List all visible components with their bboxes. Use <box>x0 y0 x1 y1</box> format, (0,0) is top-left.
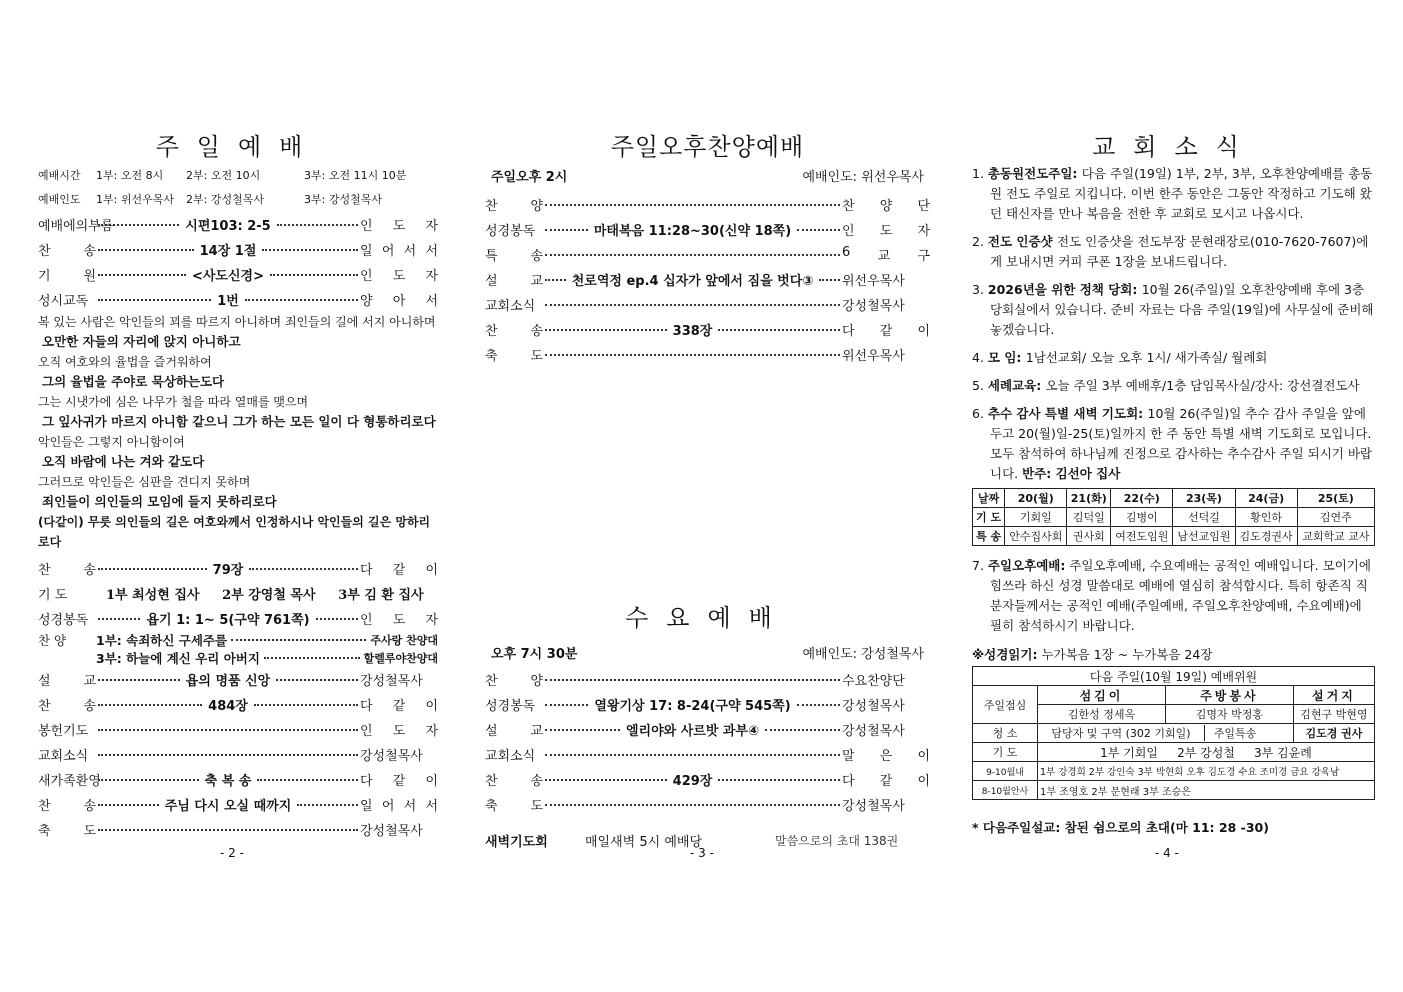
order-item <box>485 292 930 317</box>
page-number-4: - 4 - <box>1155 846 1179 860</box>
order-item <box>485 192 930 217</box>
responsive-reading <box>38 312 438 512</box>
order-label: 봉헌기도 <box>38 724 89 739</box>
news-item: 3. 2026년을 위한 정책 당회: 10월 26(주일)일 오후찬양예배 후에 3층 당회실에서 있습니다. 준비 자료는 다음 주일(19일)에 사무실에 준비해 놓겠습니다. <box>972 282 1374 337</box>
news-item: 5. 세례교육: 오늘 주일 3부 예배후/1층 담임목사실/강사: 강선결전도사 <box>972 378 1360 393</box>
order-leader: 위선우목사 <box>842 274 905 289</box>
news-item-7: 7. 주일오후예배: 주일오후예배, 수요예배는 공적인 예배입니다. 모이기에 힘쓰라 하신 성경 말씀대로 예배에 열심히 참석합시다. 특히 항존직 직분자들께서는 공적인 예배(주일예배, 주일오후찬양예배, 수요예배)에 필히 참석하시기 바랍니다. <box>972 558 1371 633</box>
order-leader: 다 같 이 <box>842 324 930 339</box>
order-content: 429장 <box>672 774 713 789</box>
news-item: 2. 전도 인증샷 전도 인증샷을 전도부장 문현래장로(010-7620-7607)에게 보내시면 커피 쿠폰 1장을 보내드립니다. <box>972 234 1369 269</box>
order-label: 기 원 <box>38 269 96 284</box>
order-content: 14장 1절 <box>199 244 257 259</box>
psalm-line: 그 잎사귀가 마르지 아니함 같으니 그가 하는 모든 일이 다 형통하리로다 <box>42 414 436 429</box>
order-content: 엘리야와 사르밧 과부④ <box>625 724 760 739</box>
choir-row: 찬 양 1부: 속죄하신 구세주를 주사랑 찬양대 3부: 하늘에 계신 우리 아버지 할렐루야찬양대 <box>38 632 438 666</box>
order-leader: 6 교 구 <box>842 245 930 264</box>
psalm-line: 악인들은 그렇지 아니함이여 <box>38 435 185 449</box>
service-leader-row: 예배인도 1부: 위선우목사 2부: 강성철목사 3부: 강성철목사 <box>38 193 382 206</box>
schedule-cell: 기회일 <box>1005 508 1067 527</box>
duty-title: 다음 주일(10월 19일) 예배위원 <box>973 667 1375 686</box>
schedule-cell: 24(금) <box>1235 489 1297 508</box>
wednesday-leader: 예배인도: 강성철목사 <box>802 647 924 662</box>
order-item <box>485 342 930 367</box>
page-number-3: - 3 - <box>690 846 714 860</box>
order-leader: 강성철목사 <box>360 749 423 764</box>
order-list-3 <box>38 606 438 631</box>
psalm-line: 복 있는 사람은 악인들의 꾀를 따르지 아니하며 죄인들의 길에 서지 아니하며 <box>38 315 436 329</box>
order-label: 교회소식 <box>485 749 536 764</box>
schedule-cell: 안수집사회 <box>1005 527 1067 546</box>
afternoon-leader: 예배인도: 위선우목사 <box>802 170 924 185</box>
order-label: 성경봉독 <box>485 699 536 714</box>
order-item <box>38 792 438 817</box>
order-label: 특 송 <box>485 249 543 264</box>
schedule-cell: 25(토) <box>1297 489 1374 508</box>
schedule-cell: 기 도 <box>973 508 1005 527</box>
sunday-service-title: 주일예배 <box>155 133 321 161</box>
order-leader: 수요찬양단 <box>842 674 905 689</box>
news-item: 6. 추수 감사 특별 새벽 기도회: 10월 26(주일)일 추수 감사 주일을 앞에 두고 20(월)일-25(토)일까지 한 주 동안 특별 새벽 기도회로 모입니다. 모두 참석하여 하나님께 진정으로 감사하는 추수감사 주일 되시기 바랍니다. 반주: 김선아 집사 <box>972 406 1372 481</box>
dawn-prayer-row: 새벽기도회 매일새벽 5시 예배당 말씀으로의 초대 138권 <box>485 833 899 850</box>
order-leader: 인 도 자 <box>360 724 438 739</box>
psalm-line: 그러므로 악인들은 심판을 견디지 못하며 <box>38 475 251 489</box>
order-content: 주님 다시 오실 때까지 <box>164 799 292 814</box>
order-leader: 다 같 이 <box>360 563 438 578</box>
news-item: 1. 총동원전도주일: 다음 주일(19일) 1부, 2부, 3부, 오후찬양예배를 총동원 전도 주일로 지킵니다. 이번 한주 동안은 그동안 작정하고 기도해 왔던 태신자를 만나 복음을 전한 후 교회로 모시고 나옵시다. <box>972 166 1373 221</box>
order-content: 천로역정 ep.4 십자가 앞에서 짐을 벗다③ <box>571 274 814 289</box>
bible-reading: ※성경읽기: 누가복음 1장 ~ 누가복음 24장 <box>972 647 1213 662</box>
order-list-4 <box>38 667 438 842</box>
order-item <box>38 692 438 717</box>
order-content: 욥의 명품 신앙 <box>185 674 271 689</box>
order-leader: 양 아 서 <box>360 294 438 309</box>
psalm-line: 그의 율법을 주야로 묵상하는도다 <box>42 374 225 389</box>
psalm-line: 오만한 자들의 자리에 앉지 아니하고 <box>42 334 241 349</box>
service-time-row: 예배시간 1부: 오전 8시 2부: 오전 10시 3부: 오전 11시 10분 <box>38 169 407 182</box>
order-label: 교회소식 <box>38 749 89 764</box>
schedule-cell: 20(월) <box>1005 489 1067 508</box>
schedule-cell: 선덕길 <box>1173 508 1235 527</box>
order-item <box>38 287 438 312</box>
schedule-cell: 김연주 <box>1297 508 1374 527</box>
order-item <box>485 692 930 717</box>
order-leader: 다 같 이 <box>360 699 438 714</box>
order-content: 484장 <box>208 699 248 714</box>
order-leader: 찬 양 단 <box>842 199 930 214</box>
order-leader: 일 어 서 서 <box>360 799 438 814</box>
order-label: 교회소식 <box>485 299 536 314</box>
order-leader: 강성철목사 <box>842 299 905 314</box>
order-label: 찬 송 <box>38 799 96 814</box>
schedule-cell: 여전도임원 <box>1111 527 1173 546</box>
order-leader: 강성철목사 <box>360 824 423 839</box>
order-item <box>38 817 438 842</box>
sunday-service-column <box>38 130 438 842</box>
order-content: 욥기 1: 1~ 5(구약 761쪽) <box>146 613 310 628</box>
order-item <box>38 717 438 742</box>
order-leader: 강성철목사 <box>842 799 905 814</box>
order-item <box>38 606 438 631</box>
prayer-schedule-table <box>972 488 1375 546</box>
order-leader: 인 도 자 <box>360 613 438 628</box>
order-leader: 위선우목사 <box>842 349 905 364</box>
schedule-cell: 22(수) <box>1111 489 1173 508</box>
order-leader: 강성철목사 <box>842 699 905 714</box>
schedule-cell: 김도경권사 <box>1235 527 1297 546</box>
order-item <box>485 667 930 692</box>
order-item <box>485 792 930 817</box>
schedule-cell: 남선교임원 <box>1173 527 1235 546</box>
psalm-line: 그는 시냇가에 심은 나무가 철을 따라 열매를 맺으며 <box>38 395 309 409</box>
order-label: 찬 송 <box>38 244 96 259</box>
schedule-cell: 23(목) <box>1173 489 1235 508</box>
wednesday-time: 오후 7시 30분 <box>491 647 578 662</box>
afternoon-service-title: 주일오후찬양예배 <box>610 133 805 161</box>
order-label: 성경봉독 <box>485 224 536 239</box>
order-list-2 <box>38 556 438 581</box>
schedule-cell: 김병이 <box>1111 508 1173 527</box>
order-item <box>38 556 438 581</box>
prayer-row: 기 도 1부 최성현 집사 2부 강영철 목사 3부 김 환 집사 <box>38 588 424 603</box>
order-label: 새가족환영 <box>38 774 101 789</box>
order-item <box>485 717 930 742</box>
schedule-cell: 교회학교 교사 <box>1297 527 1374 546</box>
schedule-cell: 권사회 <box>1067 527 1111 546</box>
order-content: 열왕기상 17: 8-24(구약 545쪽) <box>594 699 791 714</box>
next-sermon: * 다음주일설교: 참된 쉼으로의 초대(마 11: 28 -30) <box>972 820 1269 835</box>
order-label: 찬 송 <box>485 774 543 789</box>
order-content: 마태복음 11:28~30(신약 18쪽) <box>593 224 792 239</box>
order-item <box>38 212 438 237</box>
order-leader: 인 도 자 <box>360 269 438 284</box>
afternoon-time: 주일오후 2시 <box>491 170 568 185</box>
order-item <box>485 217 930 242</box>
order-leader: 인 도 자 <box>842 224 930 239</box>
order-leader: 일 어 서 서 <box>360 244 438 259</box>
wednesday-order-list <box>485 667 930 817</box>
order-leader: 강성철목사 <box>360 674 423 689</box>
order-item <box>485 242 930 267</box>
order-leader: 강성철목사 <box>842 724 905 739</box>
order-label: 찬 송 <box>38 699 96 714</box>
church-news-column <box>972 130 1377 836</box>
schedule-cell: 황인하 <box>1235 508 1297 527</box>
psalm-line: 오직 여호와의 율법을 즐거워하여 <box>38 355 212 369</box>
order-label: 설 교 <box>485 274 543 289</box>
order-label: 설 교 <box>38 674 96 689</box>
schedule-cell: 특 송 <box>973 527 1005 546</box>
order-leader: 다 같 이 <box>842 774 930 789</box>
order-leader: 다 같 이 <box>360 774 438 789</box>
page-number-2: - 2 - <box>220 846 244 860</box>
order-item <box>485 742 930 767</box>
order-label: 축 도 <box>38 824 96 839</box>
order-content: 338장 <box>672 324 713 339</box>
order-label: 축 도 <box>485 349 543 364</box>
schedule-cell: 21(화) <box>1067 489 1111 508</box>
schedule-cell: 김덕일 <box>1067 508 1111 527</box>
order-item <box>485 767 930 792</box>
order-leader: 말 은 이 <box>842 749 930 764</box>
order-label: 성시교독 <box>38 294 89 309</box>
order-item <box>485 267 930 292</box>
order-label: 찬 양 <box>485 199 543 214</box>
order-label: 찬 송 <box>38 563 96 578</box>
afternoon-service-column <box>485 130 930 855</box>
wednesday-service-title: 수요예배 <box>625 604 790 632</box>
responsive-reading-last: (다같이) 무릇 의인들의 길은 여호와께서 인정하시나 악인들의 길은 망하리로다 <box>38 515 431 549</box>
order-item <box>38 262 438 287</box>
order-item <box>38 667 438 692</box>
psalm-line: 오직 바람에 나는 겨와 같도다 <box>42 454 205 469</box>
afternoon-order-list <box>485 192 930 367</box>
order-label: 찬 송 <box>485 324 543 339</box>
order-content: 시편103: 2-5 <box>185 219 271 234</box>
order-label: 축 도 <box>485 799 543 814</box>
order-leader: 인 도 자 <box>360 219 438 234</box>
order-label: 예배에의부름 <box>38 219 114 234</box>
order-content: 1번 <box>217 294 239 309</box>
order-content: 79장 <box>212 563 244 578</box>
news-item: 4. 모 임: 1남선교회/ 오늘 오후 1시/ 새가족실/ 월례회 <box>972 350 1268 365</box>
order-label: 성경봉독 <box>38 613 89 628</box>
schedule-cell: 날짜 <box>973 489 1005 508</box>
order-content: <사도신경> <box>191 269 265 284</box>
psalm-line: 죄인들이 의인들의 모임에 들지 못하리로다 <box>42 494 277 509</box>
order-label: 설 교 <box>485 724 543 739</box>
news-list <box>972 164 1377 484</box>
order-item <box>38 742 438 767</box>
order-content: 축 복 송 <box>204 774 252 789</box>
order-item <box>485 317 930 342</box>
order-label: 찬 양 <box>485 674 543 689</box>
church-news-title: 교회소식 <box>1092 133 1257 161</box>
order-item <box>38 767 438 792</box>
order-item <box>38 237 438 262</box>
order-list-1 <box>38 212 438 312</box>
duty-table: 다음 주일(10월 19일) 예배위원 주일점심 섬김이 주방봉사 설거지 김한성 정세옥 김명자 박정홍 김현구 박현영 청 소 담당자 및 구역 (302 기회일) 주일특송 김도경 권사 기 도 1부 기회일 2부 강성철 3부 김윤례 9-10월내 1부 강경희 2부 강인숙 3부 박현희 오후 김도경 수요 조미경 금요 강육남 8-10월안사 1부 조영호 2부 문현래 3부 조승은 <box>972 666 1375 800</box>
